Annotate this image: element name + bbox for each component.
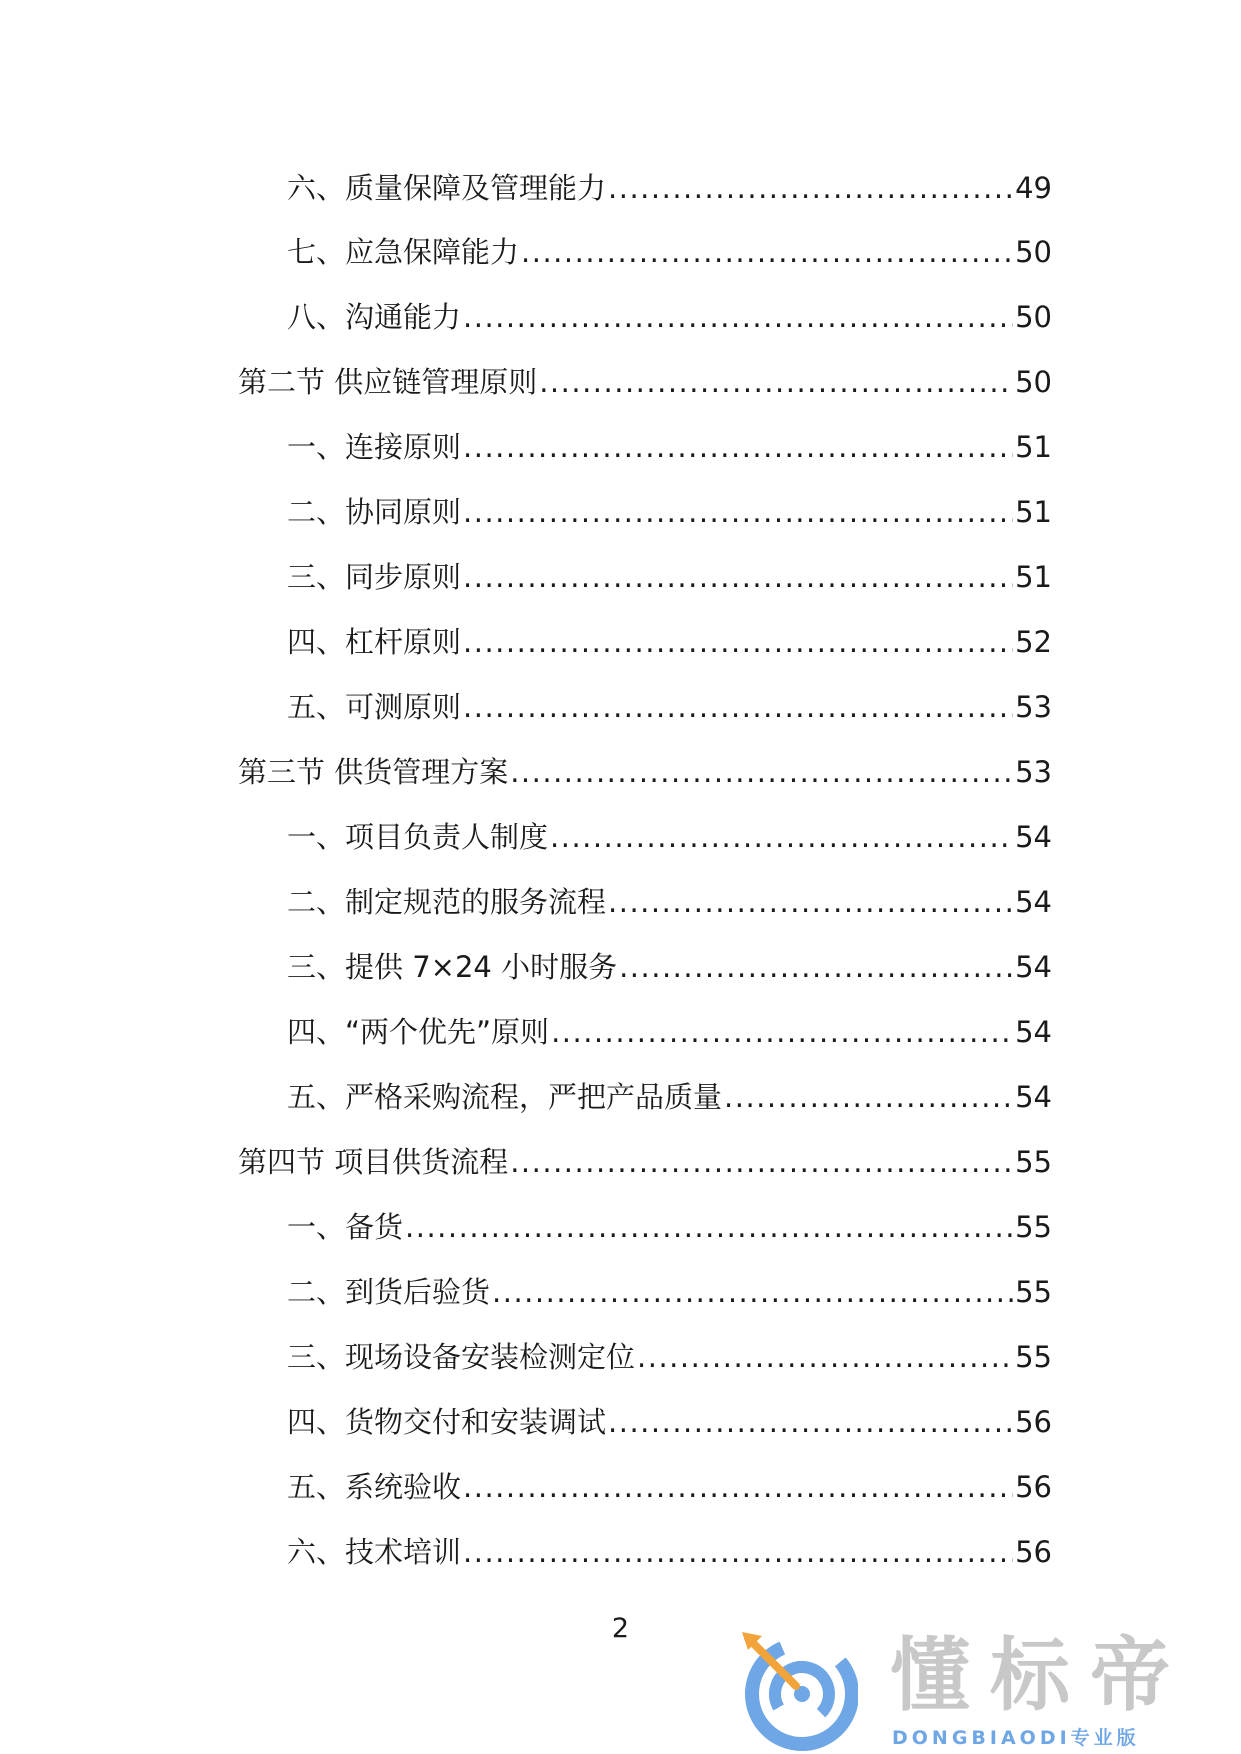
toc-section-entry[interactable] xyxy=(238,1142,1052,1182)
toc-entry-page: 54 xyxy=(1015,950,1052,984)
toc-entry[interactable] xyxy=(287,687,1052,727)
toc-entry-page: 52 xyxy=(1015,625,1052,659)
toc-entry-page: 53 xyxy=(1015,755,1052,789)
toc-entry[interactable] xyxy=(287,622,1052,662)
toc-dot-leader xyxy=(463,622,1013,662)
toc-entry-page: 54 xyxy=(1015,1080,1052,1114)
toc-dot-leader xyxy=(463,492,1013,532)
toc-entry[interactable] xyxy=(287,1012,1052,1052)
toc-entry-title: 四、杠杆原则 xyxy=(287,625,462,659)
toc-dot-leader xyxy=(521,232,1013,272)
toc-entry-title: 五、可测原则 xyxy=(287,690,462,724)
toc-entry-page: 53 xyxy=(1015,690,1052,724)
toc-dot-leader xyxy=(463,1467,1013,1507)
toc-entry-page: 54 xyxy=(1015,820,1052,854)
toc-entry-title: 二、制定规范的服务流程 xyxy=(287,885,607,919)
toc-entry[interactable] xyxy=(287,557,1052,597)
toc-entry[interactable] xyxy=(287,168,1052,208)
toc-entry-title: 五、严格采购流程，严把产品质量 xyxy=(287,1080,723,1114)
toc-entry-page: 56 xyxy=(1015,1535,1052,1569)
toc-dot-leader xyxy=(492,1272,1013,1312)
toc-dot-leader xyxy=(608,1402,1013,1442)
toc-entry-title: 二、协同原则 xyxy=(287,495,462,529)
toc-entry-page: 55 xyxy=(1015,1210,1052,1244)
target-arrow-logo-icon xyxy=(740,1628,858,1752)
toc-entry-page: 54 xyxy=(1015,885,1052,919)
toc-entry-page: 55 xyxy=(1015,1145,1052,1179)
toc-entry-title: 七、应急保障能力 xyxy=(287,235,520,269)
toc-entry-title: 三、现场设备安装检测定位 xyxy=(287,1340,636,1374)
toc-entry-page: 55 xyxy=(1015,1275,1052,1309)
toc-entry[interactable] xyxy=(287,1272,1052,1312)
toc-entry[interactable] xyxy=(287,882,1052,922)
toc-dot-leader xyxy=(510,752,1013,792)
toc-dot-leader xyxy=(724,1077,1013,1117)
toc-entry-page: 50 xyxy=(1015,300,1052,334)
toc-dot-leader xyxy=(550,817,1013,857)
toc-entry-title: 六、质量保障及管理能力 xyxy=(287,171,607,205)
toc-entry-title: 三、提供 7×24 小时服务 xyxy=(287,950,618,984)
toc-entry-title: 八、沟通能力 xyxy=(287,300,462,334)
toc-entry-title: 三、同步原则 xyxy=(287,560,462,594)
toc-dot-leader xyxy=(405,1207,1013,1247)
toc-dot-leader xyxy=(539,362,1013,402)
toc-dot-leader xyxy=(463,427,1013,467)
toc-entry[interactable] xyxy=(287,427,1052,467)
toc-entry-page: 56 xyxy=(1015,1470,1052,1504)
toc-entry-title: 一、项目负责人制度 xyxy=(287,820,549,854)
toc-section-entry[interactable] xyxy=(238,362,1052,402)
toc-entry[interactable] xyxy=(287,492,1052,532)
watermark xyxy=(740,1628,1220,1752)
toc-entry-page: 51 xyxy=(1015,560,1052,594)
toc-dot-leader xyxy=(463,557,1013,597)
toc-entry-title: 五、系统验收 xyxy=(287,1470,462,1504)
toc-entry[interactable] xyxy=(287,1337,1052,1377)
toc-entry[interactable] xyxy=(287,1077,1052,1117)
toc-section-entry[interactable] xyxy=(238,752,1052,792)
toc-entry[interactable] xyxy=(287,297,1052,337)
toc-entry[interactable] xyxy=(287,1207,1052,1247)
toc-entry-page: 54 xyxy=(1015,1015,1052,1049)
toc-entry-title: 四、“两个优先”原则 xyxy=(287,1015,550,1049)
toc-dot-leader xyxy=(463,687,1013,727)
toc-entry-page: 51 xyxy=(1015,430,1052,464)
toc-entry[interactable] xyxy=(287,947,1052,987)
toc-entry-page: 50 xyxy=(1015,235,1052,269)
toc-dot-leader xyxy=(463,297,1013,337)
toc-entry-title: 第三节 供货管理方案 xyxy=(238,755,509,789)
toc-entry-title: 六、技术培训 xyxy=(287,1535,462,1569)
toc-entry-title: 第二节 供应链管理原则 xyxy=(238,365,538,399)
toc-dot-leader xyxy=(637,1337,1013,1377)
toc-entry[interactable] xyxy=(287,1402,1052,1442)
toc-entry-page: 51 xyxy=(1015,495,1052,529)
toc-entry-page: 49 xyxy=(1015,171,1052,205)
toc-entry[interactable] xyxy=(287,817,1052,857)
toc-entry-title: 二、到货后验货 xyxy=(287,1275,491,1309)
toc-entry-title: 一、备货 xyxy=(287,1210,404,1244)
toc-entry-title: 一、连接原则 xyxy=(287,430,462,464)
toc-entry-page: 55 xyxy=(1015,1340,1052,1374)
toc-dot-leader xyxy=(608,168,1013,208)
toc-entry[interactable] xyxy=(287,1532,1052,1572)
toc-entry-title: 四、货物交付和安装调试 xyxy=(287,1405,607,1439)
toc-dot-leader xyxy=(619,947,1013,987)
toc-dot-leader xyxy=(510,1142,1013,1182)
toc-entry[interactable] xyxy=(287,1467,1052,1507)
page-number: 2 xyxy=(611,1613,630,1644)
toc-entry[interactable] xyxy=(287,232,1052,272)
toc-dot-leader xyxy=(463,1532,1013,1572)
watermark-subtitle: DONGBIAODI专业版 xyxy=(892,1727,1140,1749)
watermark-brand-name: 懂标帝 xyxy=(890,1629,1190,1722)
toc-dot-leader xyxy=(551,1012,1013,1052)
toc-entry-page: 56 xyxy=(1015,1405,1052,1439)
toc-dot-leader xyxy=(608,882,1013,922)
toc-entry-page: 50 xyxy=(1015,365,1052,399)
toc-entry-title: 第四节 项目供货流程 xyxy=(238,1145,509,1179)
